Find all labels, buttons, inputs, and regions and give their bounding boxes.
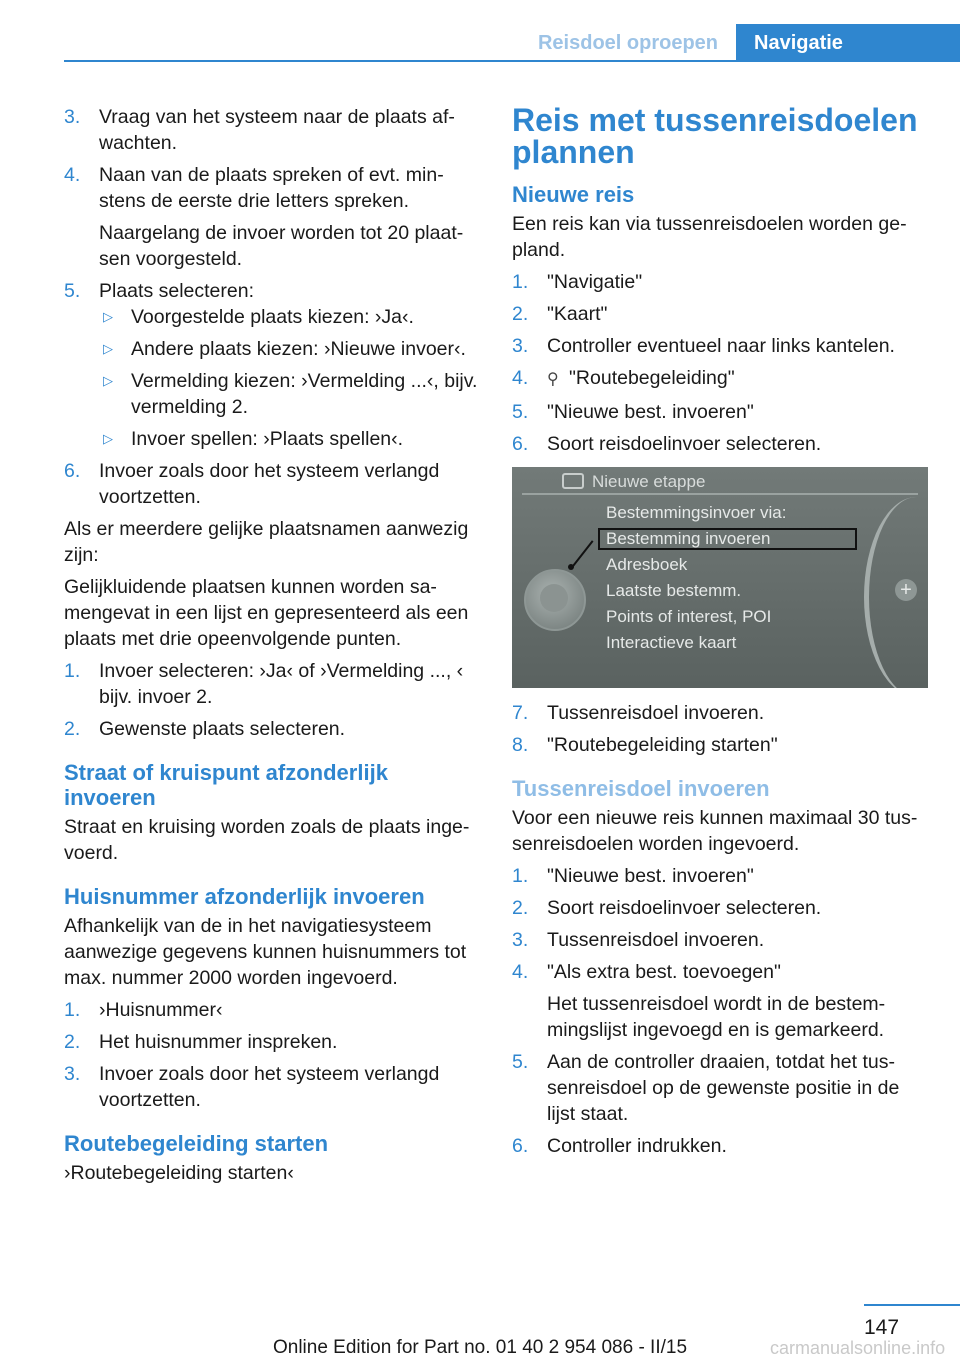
- step-number: 6.: [512, 1135, 529, 1157]
- bullet-item: [99, 336, 480, 362]
- list-item: [64, 716, 480, 742]
- page-number-rule: [864, 1304, 960, 1306]
- route-guidance-icon: ⚲: [547, 371, 559, 388]
- list-item: [512, 269, 928, 295]
- screen-divider: [522, 493, 918, 495]
- steps-huisnummer: [64, 997, 480, 1113]
- step-text: "Nieuwe best. invoeren": [547, 401, 754, 423]
- step-number: 4.: [512, 367, 529, 389]
- step-number: 2.: [512, 303, 529, 325]
- list-item: [512, 1133, 928, 1159]
- steps-tussenreisdoel: [512, 863, 928, 1159]
- triangle-bullet-icon: ▷: [103, 341, 113, 356]
- step-text: "Routebegeleiding starten": [547, 734, 778, 756]
- navigation-icon: [562, 473, 584, 489]
- bullet-list: [99, 304, 480, 452]
- heading-huisnummer: Huisnummer afzonderlijk invoeren: [64, 884, 425, 909]
- step-number: 4.: [64, 164, 81, 186]
- bullet-text: Vermelding kiezen: ›Vermelding ...‹, bijv. vermelding 2.: [131, 370, 478, 418]
- step-text: "Kaart": [547, 303, 608, 325]
- list-item: [64, 104, 480, 156]
- step-text: Soort reisdoelinvoer selecteren.: [547, 897, 822, 919]
- list-item: [512, 700, 928, 726]
- step-number: 2.: [512, 897, 529, 919]
- list-item: [512, 959, 928, 1043]
- step-text: Aan de controller draaien, totdat het tus-senreisdoel op de gewenste positie in de lijst staat.: [547, 1051, 900, 1125]
- paragraph: Voor een nieuwe reis kunnen maximaal 30 tus-senreisdoelen worden ingevoerd.: [512, 807, 918, 855]
- step-number: 3.: [512, 929, 529, 951]
- triangle-bullet-icon: ▷: [103, 309, 113, 324]
- step-text: Invoer zoals door het systeem verlangd voortzetten.: [99, 1063, 440, 1111]
- paragraph: Straat en kruising worden zoals de plaats inge-voerd.: [64, 816, 470, 864]
- bullet-text: Andere plaats kiezen: ›Nieuwe invoer‹.: [131, 338, 466, 360]
- step-text: Het huisnummer inspreken.: [99, 1031, 338, 1053]
- list-item: [64, 658, 480, 710]
- step-text: Soort reisdoelinvoer selecteren.: [547, 433, 822, 455]
- screen-title: Nieuwe etappe: [592, 472, 706, 491]
- page-number: 147: [864, 1316, 900, 1339]
- list-item: [512, 1049, 928, 1127]
- step-number: 6.: [64, 460, 81, 482]
- paragraph: Gelijkluidende plaatsen kunnen worden sa-mengevat in een lijst en gepresenteerd als een plaats met drie opeenvolgende punten.: [64, 576, 469, 650]
- heading-straat: Straat of kruispunt afzonderlijk invoeren: [64, 760, 388, 810]
- step-number: 5.: [512, 1051, 529, 1073]
- step-text: ›Huisnummer‹: [99, 999, 223, 1021]
- triangle-bullet-icon: ▷: [103, 431, 113, 446]
- step-number: 7.: [512, 702, 529, 724]
- screen-menu-item-highlighted: Bestemming invoeren: [606, 529, 771, 548]
- list-item: [64, 278, 480, 452]
- step-text: "Nieuwe best. invoeren": [547, 865, 754, 887]
- pointer-line: [571, 540, 594, 568]
- right-column: [512, 104, 928, 1165]
- list-item: [64, 997, 480, 1023]
- screen-menu-item: Laatste bestemm.: [606, 581, 742, 600]
- step-number: 1.: [64, 660, 81, 682]
- step-text: "Navigatie": [547, 271, 643, 293]
- bullet-text: Invoer spellen: ›Plaats spellen‹.: [131, 428, 404, 450]
- idrive-screen-image: [512, 467, 928, 688]
- steps-nieuwe-reis-vervolg: [512, 700, 928, 758]
- bullet-item: [99, 304, 480, 330]
- list-item: [512, 927, 928, 953]
- step-note: Het tussenreisdoel wordt in de bestem-mingslijst ingevoegd en is gemarkeerd.: [547, 993, 886, 1041]
- list-item: [512, 431, 928, 457]
- step-number: 3.: [512, 335, 529, 357]
- screen-menu-item: Bestemmingsinvoer via:: [606, 503, 787, 522]
- step-number: 1.: [512, 865, 529, 887]
- steps-nieuwe-reis: [512, 269, 928, 457]
- heading-routebegeleiding: Routebegeleiding starten: [64, 1131, 329, 1156]
- list-item: [64, 1029, 480, 1055]
- section-tab-navigatie: Navigatie: [736, 24, 960, 62]
- watermark: carmanualsonline.info: [770, 1338, 946, 1358]
- step-text: Tussenreisdoel invoeren.: [547, 929, 765, 951]
- step-text: Controller eventueel naar links kantelen.: [547, 335, 895, 357]
- step-number: 2.: [64, 718, 81, 740]
- step-text: Gewenste plaats selecteren.: [99, 718, 346, 740]
- step-number: 6.: [512, 433, 529, 455]
- step-text: "Als extra best. toevoegen": [547, 961, 781, 983]
- screen-menu-item: Adresboek: [606, 555, 688, 574]
- section-tab-reisdoel-oproepen: Reisdoel oproepen: [537, 32, 719, 54]
- step-number: 5.: [64, 280, 81, 302]
- page-title: Reis met tussenreisdoelen plannen: [512, 102, 918, 170]
- screen-menu-item: Points of interest, POI: [606, 607, 772, 626]
- list-item: [512, 895, 928, 921]
- highlight-box: [598, 528, 857, 550]
- step-text: Plaats selecteren:: [99, 280, 255, 302]
- step-text: "Routebegeleiding": [569, 367, 735, 389]
- step-text: Invoer zoals door het systeem verlangd voortzetten.: [99, 460, 440, 508]
- bullet-text: Voorgestelde plaats kiezen: ›Ja‹.: [131, 306, 414, 328]
- list-item: [64, 458, 480, 510]
- heading-tussenreisdoel: Tussenreisdoel invoeren: [512, 776, 770, 801]
- paragraph: Als er meerdere gelijke plaatsnamen aanwezig zijn:: [64, 518, 469, 566]
- left-column: [64, 104, 480, 1192]
- list-item: [512, 863, 928, 889]
- step-note: Naargelang de invoer worden tot 20 plaat-sen voorgesteld.: [99, 222, 464, 270]
- step-text: Invoer selecteren: ›Ja‹ of ›Vermelding ..., ‹ bijv. invoer 2.: [99, 660, 464, 708]
- list-item: [64, 162, 480, 272]
- step-text: Vraag van het systeem naar de plaats af-wachten.: [99, 106, 455, 154]
- controller-knob-center: [540, 584, 568, 612]
- list-item: [512, 399, 928, 425]
- screen-menu-item: Interactieve kaart: [606, 633, 737, 652]
- step-text: Controller indrukken.: [547, 1135, 727, 1157]
- bullet-item: [99, 368, 480, 420]
- paragraph: Afhankelijk van de in het navigatiesysteem aanwezige gegevens kunnen huisnummers tot max. nummer 2000 worden ingevoerd.: [64, 915, 467, 989]
- edition-footer: Online Edition for Part no. 01 40 2 954 086 - II/15: [272, 1337, 688, 1358]
- list-item: [512, 732, 928, 758]
- header-rule: [64, 60, 960, 62]
- list-item: [512, 365, 928, 393]
- paragraph: ›Routebegeleiding starten‹: [64, 1162, 294, 1184]
- step-number: 1.: [512, 271, 529, 293]
- step-number: 8.: [512, 734, 529, 756]
- step-text: Tussenreisdoel invoeren.: [547, 702, 765, 724]
- step-number: 1.: [64, 999, 81, 1021]
- heading-nieuwe-reis: Nieuwe reis: [512, 182, 635, 207]
- bullet-item: [99, 426, 480, 452]
- list-item: [512, 333, 928, 359]
- steps-plaats-spreken: [64, 104, 480, 510]
- list-item: [512, 301, 928, 327]
- steps-meerdere-plaatsen: [64, 658, 480, 742]
- step-text: Naan van de plaats spreken of evt. min-stens de eerste drie letters spreken.: [99, 164, 444, 212]
- step-number: 2.: [64, 1031, 81, 1053]
- step-number: 3.: [64, 106, 81, 128]
- plus-icon: +: [895, 579, 917, 601]
- paragraph: Een reis kan via tussenreisdoelen worden ge-pland.: [512, 213, 907, 261]
- step-number: 4.: [512, 961, 529, 983]
- list-item: [64, 1061, 480, 1113]
- triangle-bullet-icon: ▷: [103, 373, 113, 388]
- step-number: 5.: [512, 401, 529, 423]
- step-number: 3.: [64, 1063, 81, 1085]
